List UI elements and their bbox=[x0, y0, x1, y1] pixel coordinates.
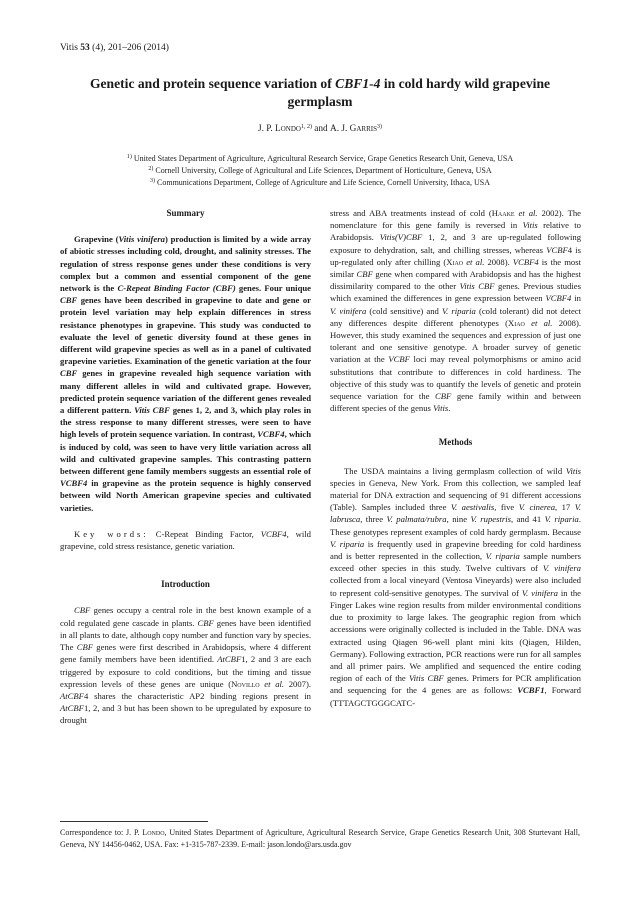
right-column bbox=[330, 207, 581, 709]
affiliation-3-text: Communications Department, College of Agriculture and Life Science, Cornell University, Ithaca, USA bbox=[155, 178, 490, 187]
keywords: Key words: C-Repeat Binding Factor, VCBF4, wild grapevine, cold stress resistance, genetic variation. bbox=[60, 528, 311, 552]
introduction-heading: Introduction bbox=[161, 579, 210, 590]
affiliation-2-marker: 2) bbox=[148, 166, 154, 172]
author-2: A. J. Garris bbox=[330, 124, 377, 134]
journal-name: Vitis bbox=[60, 43, 78, 53]
summary-heading: Summary bbox=[166, 208, 205, 218]
article-title bbox=[60, 75, 580, 111]
journal-issue-pages: (4), 201–206 (2014) bbox=[89, 43, 169, 53]
methods-heading: Methods bbox=[438, 437, 473, 448]
correspondence-footnote: Correspondence to: J. P. Londo, United States Department of Agriculture, Agricultural Research Service, Grape Genetics Research Unit, 308 Sturtevant Hall, Geneva, NY 14456-0462, USA. Fax: +1-315-787-2339. E-mail: jason.londo@ars.usda.gov bbox=[60, 828, 580, 849]
footnote-divider bbox=[60, 821, 208, 822]
title-gene: CBF1-4 bbox=[335, 76, 381, 91]
author-1: J. P. Londo bbox=[257, 124, 301, 134]
affiliation-1-text: United States Department of Agriculture, Agricultural Research Service, Grape Genetics Research Unit, Geneva, USA bbox=[131, 154, 514, 163]
introduction-paragraph: CBF genes occupy a central role in the best known example of a cold regulated gene cascade in plants. CBF genes have been identified in all plants to date, although copy number and function vary by species. The CBF genes were first described in Arabidopsis, where 4 different gene family members have been identified. AtCBF1, 2 and 3 are each triggered by exposure to cold conditions, but the timing and tissue expression levels of these genes are unique (Novillo et al. 2007). AtCBF4 shares the characteristic AP2 binding regions present in AtCBF1, 2, and 3 but has been shown to be upregulated by exposure to drought bbox=[60, 605, 312, 726]
author-2-affil: 3) bbox=[377, 124, 382, 130]
affiliation-1-marker: 1) bbox=[126, 154, 132, 160]
summary-paragraph: Grapevine (Vitis vinifera) production is limited by a wide array of abiotic stresses including cold, drought, and salinity stresses. The regulation of stress response genes under these conditions is very complex but a common and essential component of the gene network is the C-Repeat Binding Factor (CBF) genes. Four unique CBF genes have been described in grapevine to date and gene or protein level variation may help explain differences in stress resistance phenotypes in grapevine. This study was conducted to evaluate the level of genetic diversity found at these genes in different wild grapevine species as well as in a panel of cultivated grapevine varieties. Examination of the genetic variation at the four CBF genes in grapevine revealed high sequence variation with many different alleles in wild and cultivated grape. However, predicted protein sequence variation of the different genes revealed a different pattern. Vitis CBF genes 1, 2, and 3, which play roles in the stress response to many different stresses, were seen to have high levels of protein sequence variation. In contrast, VCBF4, which is induced by cold, was seen to have very little variation across all wild and cultivated grapevine samples. This contrasting pattern between different gene family members suggests an essential role of VCBF4 in grapevine as the protein sequence is highly conserved between wild North American grapevine species and cultivated varieties. bbox=[60, 234, 312, 513]
author-and: and bbox=[311, 124, 331, 134]
affiliation-2 bbox=[60, 165, 580, 177]
author-1-affil: 1, 2) bbox=[300, 124, 312, 130]
introduction-continued-paragraph: stress and ABA treatments instead of cold (Haake et al. 2002). The nomenclature for this gene family is reversed in Vitis relative to Arabidopsis. Vitis(V)CBF 1, 2, and 3 are up-regulated following exposure to dehydration, salt, and chilling stresses, whereas VCBF4 is up-regulated only after chilling (Xiao et al. 2008). VCBF4 is the most similar CBF gene when compared with Arabidopsis and has the highest dissimilarity compared to the other Vitis CBF genes. Previous studies which examined the differences in gene expression between VCBF4 in V. vinifera (cold sensitive) and V. riparia (cold tolerant) did not detect any differences despite different phenotypes (Xiao et al. 2008). However, this study examined the sequences and expression of just one tolerant and one sensitive genotype. A broader survey of genetic variation at the VCBF loci may reveal polymorphisms or amino acid substitutions that contribute to differences in cold hardiness. The objective of this study was to quantify the levels of genetic and protein sequence variation for the CBF gene family within and between different species of the genus Vitis. bbox=[330, 208, 582, 414]
author-line bbox=[60, 124, 580, 134]
affiliation-2-text: Cornell University, College of Agricultural and Life Sciences, Department of Horticulture, Geneva, USA bbox=[153, 166, 492, 175]
journal-volume: 53 bbox=[80, 43, 90, 53]
left-column bbox=[60, 207, 311, 727]
affiliation-3 bbox=[60, 177, 580, 189]
keywords-label: Key words: bbox=[74, 528, 149, 539]
affiliation-3-marker: 3) bbox=[150, 178, 156, 184]
methods-paragraph: The USDA maintains a living germplasm collection of wild Vitis species in Geneva, New York. From this collection, we sampled leaf material for DNA extraction and sequencing of 91 different accessions (Table). Samples included three V. aestivalis, five V. cinerea, 17 V. labrusca, three V. palmata/rubra, nine V. rupestris, and 41 V. riparia. These genotypes represent examples of cold hardy germplasm. Because V. riparia is frequently used in grapevine breeding for cold hardiness and is better represented in the collection, V. riparia sample numbers exceed other species in this study. Twelve cultivars of V. vinifera collected from a local vineyard (Ventosa Vineyards) were also included to represent cold-sensitive genotypes. The survival of V. vinifera in the Finger Lakes wine region results from milder environmental conditions due to proximity to large lakes. The geographic region from which accessions were originally collected is included in the Table. DNA was extracted using Qiagen 96-well plant mini kits (Qiagen, Hilden, Germany). Following extraction, PCR reactions were run for all samples and all primer pairs. We amplified and sequenced the entire coding region of each of the Vitis CBF genes. Primers for PCR amplification and sequencing for the 4 genes are as follows: VCBF1, Forward (TTTAGCTGGGCATC- bbox=[330, 465, 582, 708]
title-text: Genetic and protein sequence variation of bbox=[89, 76, 336, 91]
affiliation-1 bbox=[60, 153, 580, 165]
title-text-end: in cold hardy wild grapevine germplasm bbox=[287, 76, 551, 109]
journal-citation bbox=[60, 43, 169, 53]
affiliations bbox=[60, 153, 580, 189]
